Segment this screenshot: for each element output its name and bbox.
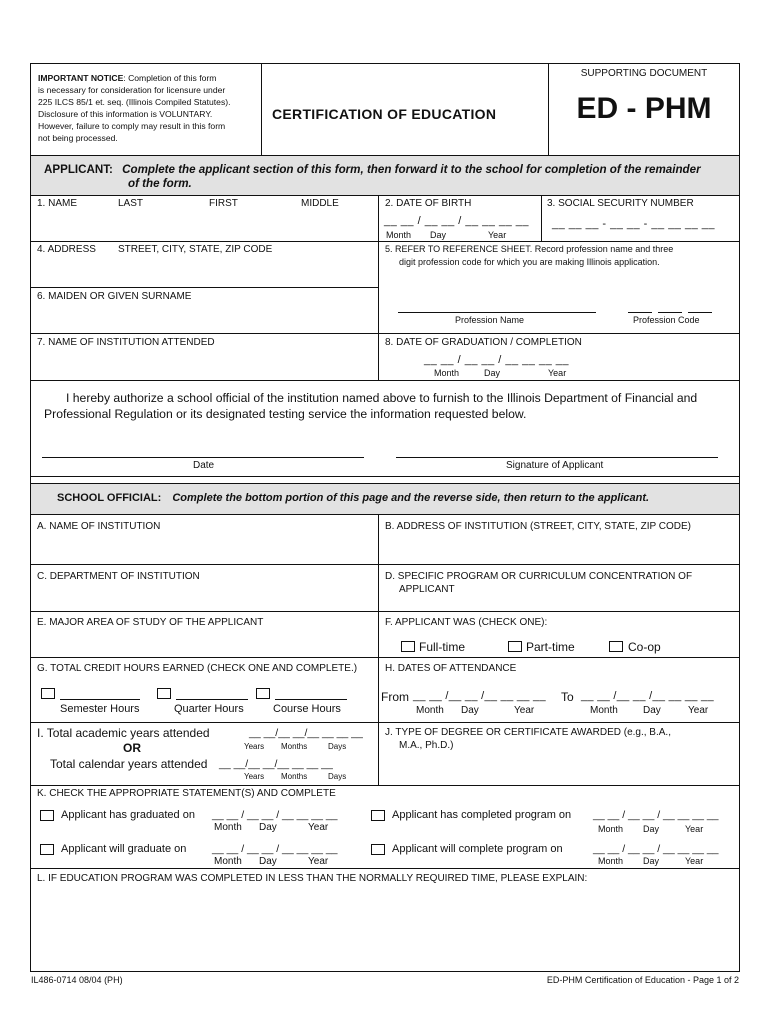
will-complete-date-field[interactable]: __ __ / __ __ / __ __ __ __ [593,843,719,855]
will-complete-label: Applicant will complete program on [392,843,563,855]
refer-line-1: 5. REFER TO REFERENCE SHEET. Record profession name and three [385,244,674,254]
course-label: Course Hours [273,703,341,715]
to-date-field[interactable]: __ __ /__ __ /__ __ __ __ [581,690,714,702]
grid-line [30,722,740,723]
j-label-1: J. TYPE OF DEGREE OR CERTIFICATE AWARDED (e.g., B.A., [385,727,671,738]
school-instruction: SCHOOL OFFICIAL: Complete the bottom portion of this page and the reverse side, then return to the applicant. [57,492,650,504]
will-graduate-year-caption: Year [308,856,329,867]
applicant-signature-field[interactable] [396,457,718,458]
to-month-caption: Month [590,705,618,716]
grad-month-caption: Month [434,368,460,378]
from-year-caption: Year [514,705,535,716]
grid-line [30,868,740,869]
i-label-1: I. Total academic years attended [37,726,210,740]
semester-label: Semester Hours [60,703,140,715]
academic-days-caption: Days [328,742,347,751]
institution-field[interactable] [31,349,377,379]
graduated-label: Applicant has graduated on [61,809,195,821]
dob-field[interactable]: __ __ / __ __ / __ __ __ __ [384,215,530,227]
header-divider [261,63,262,155]
j-label-2: M.A., Ph.D.) [399,740,454,751]
major-area-field[interactable] [31,629,377,656]
from-month-caption: Month [416,705,444,716]
profession-name-field[interactable] [398,312,596,313]
institution-address-field[interactable] [379,533,739,563]
ssn-label: 3. SOCIAL SECURITY NUMBER [547,198,694,209]
grid-line [30,611,740,612]
applicant-heading: APPLICANT: [44,163,113,176]
explanation-field[interactable] [31,886,739,971]
parttime-checkbox[interactable] [508,641,522,652]
f-label: F. APPLICANT WAS (CHECK ONE): [385,617,548,628]
semester-checkbox[interactable] [41,688,55,699]
notice-bold: IMPORTANT NOTICE [38,73,124,83]
will-graduate-checkbox[interactable] [40,844,54,855]
grid-line [541,195,542,241]
calendar-years-caption: Years [244,772,265,781]
academic-years-caption: Years [244,742,265,751]
fulltime-label: Full-time [419,640,466,654]
or-label: OR [123,741,141,755]
address-field[interactable] [31,256,377,286]
quarter-checkbox[interactable] [157,688,171,699]
graduated-date-field[interactable]: __ __ / __ __ / __ __ __ __ [212,809,338,821]
grid-line [30,657,740,658]
dob-month-caption: Month [386,230,412,240]
k-label: K. CHECK THE APPROPRIATE STATEMENT(S) AND COMPLETE [37,788,336,799]
school-heading: SCHOOL OFFICIAL: [57,492,162,504]
middle-label: MIDDLE [301,198,339,209]
refer-line-2: digit profession code for which you are making Illinois application. [399,257,660,267]
from-label: From [381,690,409,704]
will-complete-checkbox[interactable] [371,844,385,855]
will-graduate-day-caption: Day [259,856,277,867]
d-label-1: D. SPECIFIC PROGRAM OR CURRICULUM CONCENTRATION OF [385,571,693,582]
first-label: FIRST [209,198,238,209]
will-complete-year-caption: Year [685,856,704,866]
to-day-caption: Day [643,705,661,716]
grid-line [30,333,740,334]
to-label: To [561,690,574,704]
completed-year-caption: Year [685,824,704,834]
profession-code-field-1[interactable] [628,312,652,313]
graduated-day-caption: Day [259,822,277,833]
academic-months-caption: Months [281,742,308,751]
parttime-label: Part-time [526,640,575,654]
name-label: 1. NAME [37,198,78,209]
coop-checkbox[interactable] [609,641,623,652]
graduation-label: 8. DATE OF GRADUATION / COMPLETION [385,337,582,348]
from-day-caption: Day [461,705,479,716]
dob-day-caption: Day [430,230,447,240]
form-number: IL486-0714 08/04 (PH) [31,975,123,985]
g-label: G. TOTAL CREDIT HOURS EARNED (CHECK ONE AND COMPLETE.) [37,663,358,674]
will-graduate-date-field[interactable]: __ __ / __ __ / __ __ __ __ [212,843,338,855]
department-field[interactable] [31,583,377,610]
c-label: C. DEPARTMENT OF INSTITUTION [37,571,200,582]
academic-years-field[interactable]: __ __/__ __/__ __ __ __ [249,727,363,739]
i-label-2: Total calendar years attended [50,757,208,771]
d-label-2: APPLICANT [399,584,455,595]
grid-line [30,287,378,288]
will-graduate-month-caption: Month [214,856,242,867]
maiden-field[interactable] [31,303,377,332]
form-title: CERTIFICATION OF EDUCATION [272,106,497,122]
rule [30,514,740,515]
quarter-label: Quarter Hours [174,703,244,715]
to-year-caption: Year [688,705,709,716]
b-label: B. ADDRESS OF INSTITUTION (STREET, CITY, STATE, ZIP CODE) [385,521,691,532]
completed-day-caption: Day [643,824,660,834]
degree-field[interactable] [379,753,739,784]
completed-label: Applicant has completed program on [392,809,572,821]
authorization-line-1: I hereby authorize a school official of the institution named above to furnish to the Illinois Department of Financial and [66,391,698,405]
grid-line [378,195,379,380]
name-field[interactable] [31,210,377,240]
completed-date-field[interactable]: __ __ / __ __ / __ __ __ __ [593,809,719,821]
a-label: A. NAME OF INSTITUTION [37,521,161,532]
completed-month-caption: Month [598,824,624,834]
authorization-line-2: Professional Regulation or its designated testing service the information requested below. [44,407,527,421]
semester-hours-field[interactable] [60,699,140,700]
date-signature-field[interactable] [42,457,364,458]
h-label: H. DATES OF ATTENDANCE [385,663,517,674]
important-notice: IMPORTANT NOTICE: Completion of this form is necessary for consideration for licensure under 225 ILCS 85/1 et. seq. (Illinois Compiled Statutes). Disclosure of this information is VOLUNTARY. However, failure to comply may result in this form not being processed. [38,73,231,143]
grad-day-caption: Day [484,368,501,378]
calendar-days-caption: Days [328,772,347,781]
l-label: L. IF EDUCATION PROGRAM WAS COMPLETED IN LESS THAN THE NORMALLY REQUIRED TIME, PLEASE EXPLAIN: [37,873,588,884]
dob-label: 2. DATE OF BIRTH [385,198,472,209]
grid-line [30,241,740,242]
course-hours-field[interactable] [275,699,347,700]
form-code: ED - PHM [576,92,712,125]
supporting-document-label: SUPPORTING DOCUMENT [580,68,708,79]
calendar-years-field[interactable]: __ __/__ __/__ __ __ __ [219,758,333,770]
will-complete-month-caption: Month [598,856,624,866]
page-indicator: ED-PHM Certification of Education - Page 1 of 2 [546,975,739,985]
graduated-checkbox[interactable] [40,810,54,821]
will-graduate-label: Applicant will graduate on [61,843,187,855]
calendar-months-caption: Months [281,772,308,781]
e-label: E. MAJOR AREA OF STUDY OF THE APPLICANT [37,617,264,628]
grid-line [30,785,740,786]
graduation-field[interactable]: __ __ / __ __ / __ __ __ __ [424,354,570,366]
quarter-hours-field[interactable] [176,699,248,700]
graduated-year-caption: Year [308,822,329,833]
will-complete-day-caption: Day [643,856,660,866]
completed-checkbox[interactable] [371,810,385,821]
profession-code-caption: Profession Code [633,315,700,325]
profession-code-field-2[interactable] [658,312,682,313]
grid-line [30,564,740,565]
applicant-instruction-2: of the form. [128,177,192,190]
profession-code-field-3[interactable] [688,312,712,313]
rule [30,195,740,196]
address-parts: STREET, CITY, STATE, ZIP CODE [118,244,273,255]
institution-name-field[interactable] [31,533,377,563]
address-label: 4. ADDRESS [37,244,96,255]
date-caption: Date [193,460,215,471]
grid-line [30,380,740,381]
institution-label: 7. NAME OF INSTITUTION ATTENDED [37,337,215,348]
profession-name-caption: Profession Name [455,315,525,325]
dob-year-caption: Year [488,230,507,240]
from-date-field[interactable]: __ __ /__ __ /__ __ __ __ [413,690,546,702]
coop-label: Co-op [628,640,661,654]
last-label: LAST [118,198,144,209]
course-checkbox[interactable] [256,688,270,699]
applicant-instruction: APPLICANT: Complete the applicant section of this form, then forward it to the school for completion of the remainder [44,163,701,176]
fulltime-checkbox[interactable] [401,641,415,652]
signature-caption: Signature of Applicant [506,460,604,471]
grad-year-caption: Year [548,368,567,378]
rule [30,483,740,484]
graduated-month-caption: Month [214,822,242,833]
ssn-field[interactable]: __ __ __ - __ __ - __ __ __ __ [552,218,716,230]
rule [30,476,740,477]
maiden-label: 6. MAIDEN OR GIVEN SURNAME [37,291,192,302]
